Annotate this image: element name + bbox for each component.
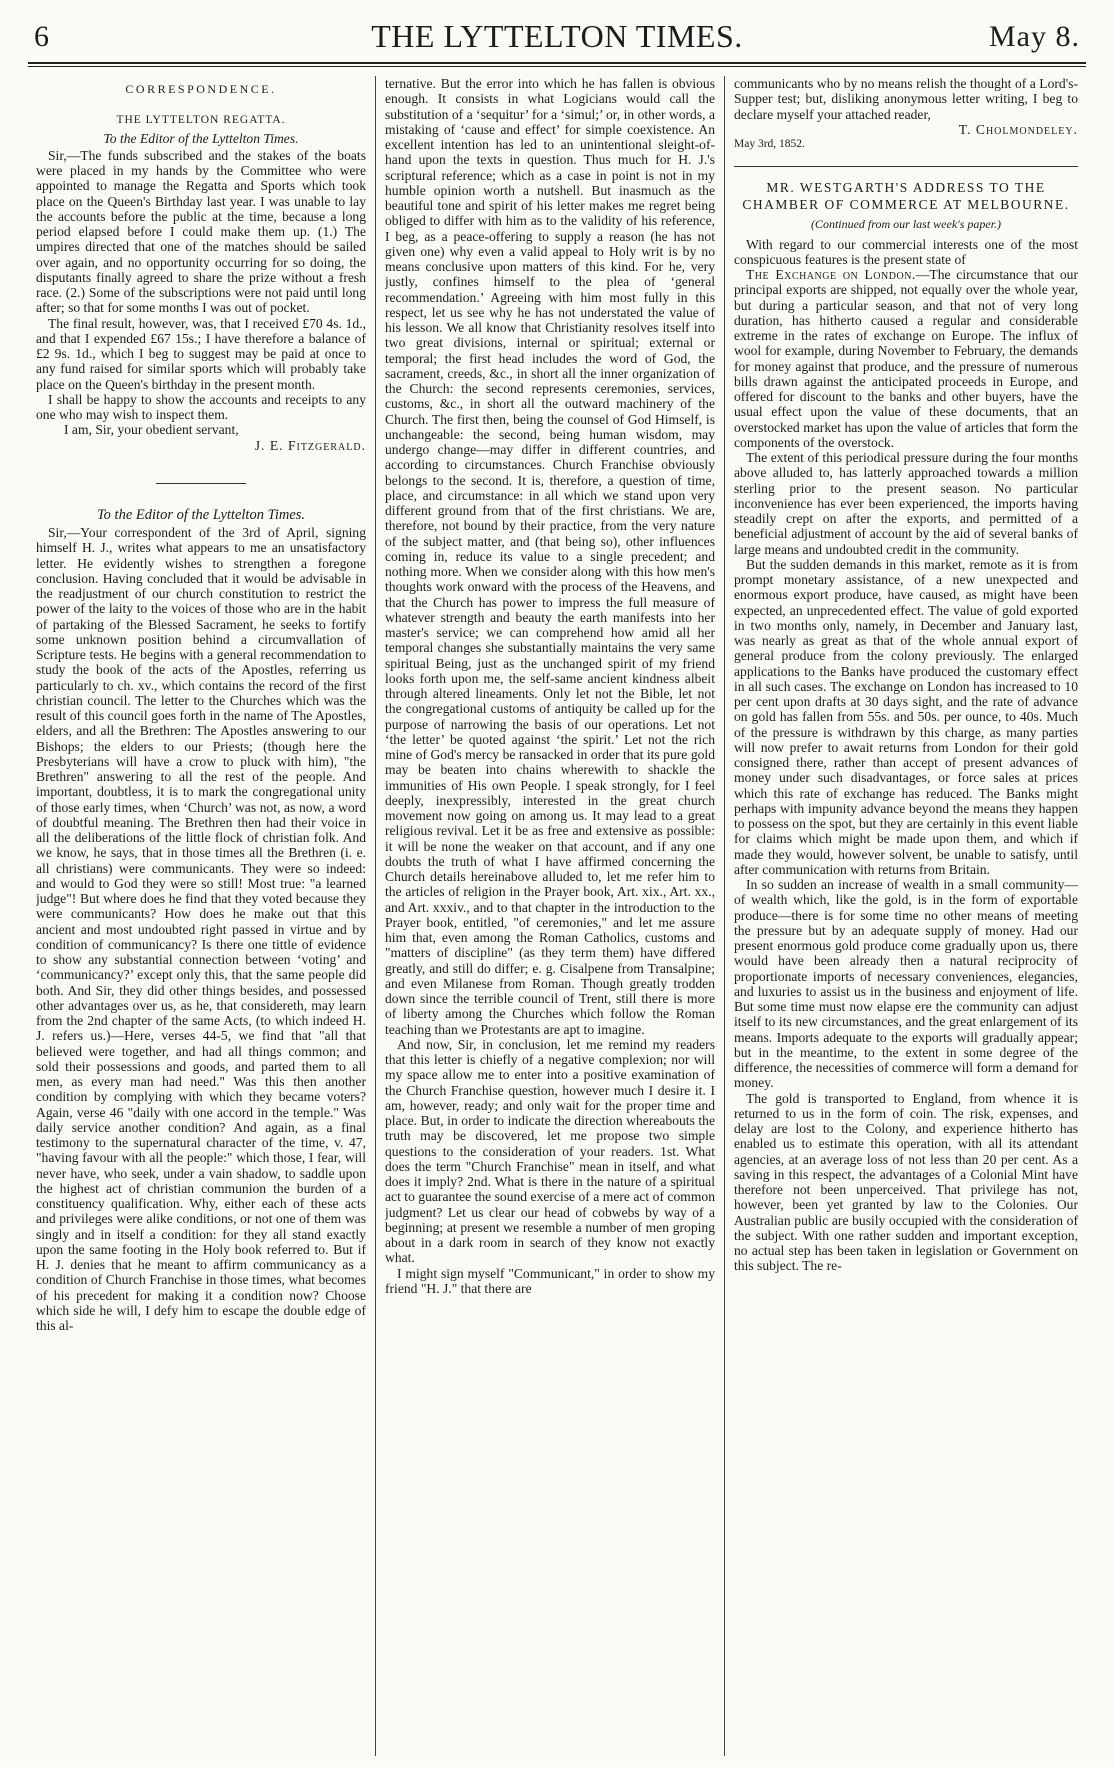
section-heading-correspondence: CORRESPONDENCE. bbox=[125, 82, 277, 96]
letter-paragraph: The final result, however, was, that I received £70 4s. 1d., and that I expended £67 15s.; I have therefore a balance of £2 9s. 1d., which I beg to suggest may be paid at once to any fund raised for similar sports which will probably take place on the Queen's birthday in the present month. bbox=[36, 315, 366, 392]
letter-paragraph: Sir,—The funds subscribed and the stakes of the boats were placed in my hands by the Committee who were appointed to manage the Regatta and Sports which took place on the Queen's Birthday last year. I was unable to lay the accounts before the public at the time, because a long period elapsed before I could make them up. (1.) The umpires directed that one of the matches should be sailed over again, and no opportunity occurring for so doing, the disputants finally agreed to share the prize without a fresh race. (2.) Some of the subscriptions were not paid until long after; so that for some months I was out of pocket. bbox=[36, 147, 366, 316]
masthead-rule bbox=[28, 62, 1086, 64]
letter-closing: I am, Sir, your obedient servant, bbox=[64, 422, 239, 438]
article-paragraph: The extent of this periodical pressure during the four months above alluded to, has latterly approached towards a million sterling prior to the present season. No particular inconvenience has ever been experienced, the imports having steadily crept on after the exports, and permitted of a beneficial adjustment of account by the aid of several banks of large means and undoubted credit in the community. bbox=[734, 450, 1078, 557]
column-2 bbox=[385, 76, 715, 1756]
column-divider bbox=[375, 76, 376, 1756]
continued-note: (Continued from our last week's paper.) bbox=[810, 217, 1002, 232]
letter-subject: THE LYTTELTON REGATTA. bbox=[116, 114, 286, 127]
article-separator bbox=[734, 166, 1078, 167]
article-heading: MR. WESTGARTH'S ADDRESS TO THE CHAMBER OF COMMERCE AT MELBOURNE. bbox=[742, 180, 1070, 213]
letter-dateline: May 3rd, 1852. bbox=[734, 138, 805, 150]
letter-addressee: To the Editor of the Lyttelton Times. bbox=[96, 506, 306, 523]
letter-separator bbox=[156, 483, 246, 484]
letter-paragraph: And now, Sir, in conclusion, let me remind my readers that this letter is chiefly of a negative complexion; nor will my space allow me to enter into a positive examination of the Church Franchise question, however much I desire it. I am, however, ready; and only wait for the proper time and place. But, in order to indicate the direction whereabouts the truth may be discovered, let me propose two simple questions to the consideration of your readers. 1st. What does the term "Church Franchise" mean in itself, and what does it imply? 2nd. What is there in the nature of a spiritual act to guarantee the sound exercise of a mere act of common judgment? Let us clear our head of cobwebs by way of a beginning; at present we resemble a number of men groping about in a dark room in search of they know not exactly what. bbox=[385, 1036, 715, 1266]
paragraph-body: —The circumstance that our principal exports are shipped, not equally over the whole year, but during a particular season, and that not of very long duration, has hitherto caused a regular and considerable extreme in the rates of exchange on Europe. The influx of wool for example, during November to February, the demands for money against that produce, and the pressure of numerous bills drawn against the anticipated proceeds in Europe, and offered for discount to the banks and other buyers, have the usual effect upon the value of these documents, that an overstocked market has upon the value of articles that form the components of the overstock. bbox=[734, 267, 1078, 450]
letter-paragraph: communicants who by no means relish the thought of a Lord's-Supper test; but, disliking anonymous letter writing, I beg to declare myself your attached reader, bbox=[734, 76, 1078, 122]
column-1 bbox=[36, 76, 366, 1756]
masthead bbox=[28, 18, 1086, 58]
article-paragraph: With regard to our commercial interests one of the most conspicuous features is the present state of bbox=[734, 236, 1078, 267]
letter-signature: T. Cholmondeley. bbox=[958, 121, 1078, 137]
column-divider bbox=[724, 76, 725, 1756]
letter-paragraph: Sir,—Your correspondent of the 3rd of April, signing himself H. J., writes what appears to me an unsatisfactory letter. He evidently wishes to strengthen a foregone conclusion. Having concluded that it would be advisable in the readjustment of our church constitution to restrict the power of the laity to the voices of those who are in the habit of partaking of the Blessed Sacrament, he seeks to fortify some unknown position behind a circumvallation of Scripture tests. He begins with a general recommendation to study the book of the acts of the Apostles, referring us particularly to ch. xv., which contains the record of the first christian council. The letter to the Churches which was the result of this council goes forth in the name of The Apostles, elders, and all the Brethren: The Apostles answering to our Bishops; the elders to our Priests; (though here the Presbyterians will have a crow to pluck with him), "the Brethren" answering to all the rest of the people. And important, doubtless, it is to mark the congregational unity of those early times, when ‘Church’ was not, as now, a word of doubtful meaning. The Brethren then had their voice in all the deliberations of the little flock of christian folk. And we know, he says, that in those times all the Brethren (i. e. all christians) were communicants. They were so indeed: and would to God they were so still! Most true: "a learned judge"! But where does he find that they voted because they were communicants? How does he make out that this ancient and most undoubted right passed in virtue and by condition of communicancy? Is there one tittle of evidence to show any substantial connection between ‘voting’ and ‘communicancy?’ except only this, that the same people did both. And Sir, they did other things besides, and possessed other advantages over us, as he, that considereth, may learn from the 2nd chapter of the same Acts, (to which indeed H. J. refers us.)—Here, verses 44-5, we find that "all that believed were together, and had all things common; and sold their possessions and goods, and parted them to all men, as every man had need." Was this then another condition by complying with which they became voters? Again, verse 46 "daily with one accord in the temple." Was daily service another condition? And again, as a final testimony to the supernatural character of the time, v. 47, "having favour with all the people:" which those, I fear, will never have, who seek, under a vain shadow, to saddle upon the highest act of christian communion the burden of a constituency qualification. Why, either each of these acts and privileges were alike conditions, or not one of them was singly and in itself a condition: for they all stand exactly upon the same footing in the Holy book referred to. But if H. J. denies that he meant to affirm communicancy as a condition of Church Franchise in those times, what becomes of his precedent for making it a condition now? Choose which side he will, I defy him to escape the double edge of this al- bbox=[36, 525, 366, 1333]
paragraph-lead: The Exchange on London. bbox=[746, 267, 916, 282]
letter-signature: J. E. Fitzgerald. bbox=[254, 437, 366, 453]
issue-date: May 8. bbox=[989, 20, 1080, 53]
letter-paragraph: ternative. But the error into which he has fallen is obvious enough. It consists in what Logicians would call the substitution of a ‘sequitur’ for a ‘simul;’ or, in other words, a mistaking of ‘cause and effect’ for simple coexistence. An excellent intention has led to an unintentional sleight-of-hand upon the texts in question. Thus much for H. J.'s scriptural reference; which as a case in point is not in my humble opinion worth a nutshell. But inasmuch as the beautiful tone and spirit of his letter makes me regret being obliged to differ with him as to the validity of his reference, I beg, as a peace-offering to supply a reason (he has not given one) why even a valid appeal to Holy writ is by no means conclusive upon matters of this kind. For he, very justly, confines himself to the plea of ‘general recommendation.’ Agreeing with him most fully in this respect, let us see why he has not understated the value of his lesson. We all know that Christianity resolves itself into two great divisions, internal or spiritual; external or temporal; the first head includes the word of God, the sacrament, creeds, &c., in short all the inner organization of the Church: the second represents ceremonies, services, customs, &c., in short all the outward machinery of the Church. The first then, being the counsel of God Himself, is unchangeable: the second, being human wisdom, may undergo change—may differ in different countries, and according to circumstances. Church Franchise obviously belongs to the second. It is, therefore, a question of time, place, and circumstance: in all which we stand upon very different ground from that of the first christians. We are, therefore, not bound by their practice, from the very nature of the subject matter, and (that being so), other influences coming in, reduce its value to a single precedent; and nothing more. When we consider along with this how men's thoughts work onward with the process of the Heavens, and that the Church has power to impress the full measure of whatever strength and beauty the earth manifests into her master's service; we can comprehend how amid all her temporal changes she substantially maintains the very same spiritual Being, just as the unchanged spirit of my friend looks forth upon me, the self-same ancient kindness albeit through altered lineaments. Only let not the Bible, let not the congregational customs of antiquity be called up for the purpose of narrowing the basis of our operations. Let not ‘the letter’ be quoted against ‘the spirit.’ Let not the rich mine of God's mercy be ransacked in order that its pure gold may be beaten into chains wherewith to shackle the immunities of His own People. I speak strongly, for I feel deeply, inexpressibly, interested in the great church movement now going on among us. It may lead to a great religious revival. Let it be as free and extensive as possible: it will be none the weaker on that account, and if any one doubts the truth of what I have affirmed concerning the Church details hereinabove alluded to, let me refer him to the articles of religion in the Prayer book, Art. xix., Art. xx., and Art. xxxiv., and to that chapter in the introduction to the Prayer book, entitled, "of ceremonies," and let me assure him that, even among the Roman Catholics, customs and "matters of discipline" (as they term them) have differed greatly, and still do differ; e. g. Cisalpene from Transalpine; and even Milanese from Roman. Though greatly trodden down since the terrible council of Trent, still there is more of liberty among the Churches which follow the Roman teaching than we Protestants are apt to imagine. bbox=[385, 76, 715, 1037]
article-paragraph: In so sudden an increase of wealth in a small community—of wealth which, like the gold, is in the form of exportable produce—there is for some time no other means of meeting the pressure but by an adequate supply of money. Had our present enormous gold produce come gradually upon us, there would have been already then a natural reciprocity of proportionate imports of necessary conveniences, elegancies, and luxuries to assist us in the business and enjoyment of life. But some time must now elapse ere the community can adjust itself to its new circumstances, and the great enlargement of its means. Imports adequate to the exports will gradually appear; but in the meantime, to the extent in some degree of the difference, the necessities of commerce will form a demand for money. bbox=[734, 877, 1078, 1091]
article-paragraph: But the sudden demands in this market, remote as it is from prompt monetary assistance, of a new unexpected and enormous export produce, have caused, as might have been expected, an unprecedented effect. The value of gold exported in two months only, namely, in December and January last, was nearly as great as that of the whole annual export of general produce from the colony previously. The enlarged applications to the Banks have produced the customary effect in all such cases. The exchange on London has increased to 10 per cent upon drafts at 30 days sight, and the rate of advance on gold has fallen from 55s. and 50s. per ounce, to 40s. Much of the pressure is withdrawn by this charge, as many parties will now prefer to await returns from London for their gold consigned there, rather than accept of present advances of money under such disadvantages, or force sales at prices which this rate of exchange has reduced. The Banks might perhaps with impunity advance beyond the means they happen to possess on the spot, but they are certainly in this event liable for claims which might be made upon them, and which if made they would, however solvent, be unable to satisfy, until after communication with returns from Britain. bbox=[734, 556, 1078, 877]
newspaper-title: THE LYTTELTON TIMES. bbox=[371, 18, 743, 54]
article-paragraph bbox=[734, 267, 1078, 450]
article-paragraph: The gold is transported to England, from whence it is returned to us in the form of coin. The risk, expenses, and delay are lost to the Colony, and experience hitherto has enabled us to estimate this operation, with all its attendant agencies, at an average loss of not less than 20 per cent. As a saving in this respect, the advantages of a Colonial Mint have therefore not been unperceived. That privilege has not, however, been yet granted by law to the Colonies. Our Australian public are busily occupied with the consideration of the subject. With one rather sudden and important exception, no actual step has been taken in legislation or Government on this subject. The re- bbox=[734, 1090, 1078, 1274]
letter-addressee: To the Editor of the Lyttelton Times. bbox=[103, 130, 299, 146]
page-number: 6 bbox=[34, 20, 49, 53]
column-3 bbox=[734, 76, 1078, 1756]
letter-paragraph: I shall be happy to show the accounts and receipts to any one who may wish to inspect them. bbox=[36, 391, 366, 422]
masthead-rule-thin bbox=[28, 66, 1086, 67]
letter-paragraph: I might sign myself "Communicant," in order to show my friend "H. J." that there are bbox=[385, 1265, 715, 1296]
